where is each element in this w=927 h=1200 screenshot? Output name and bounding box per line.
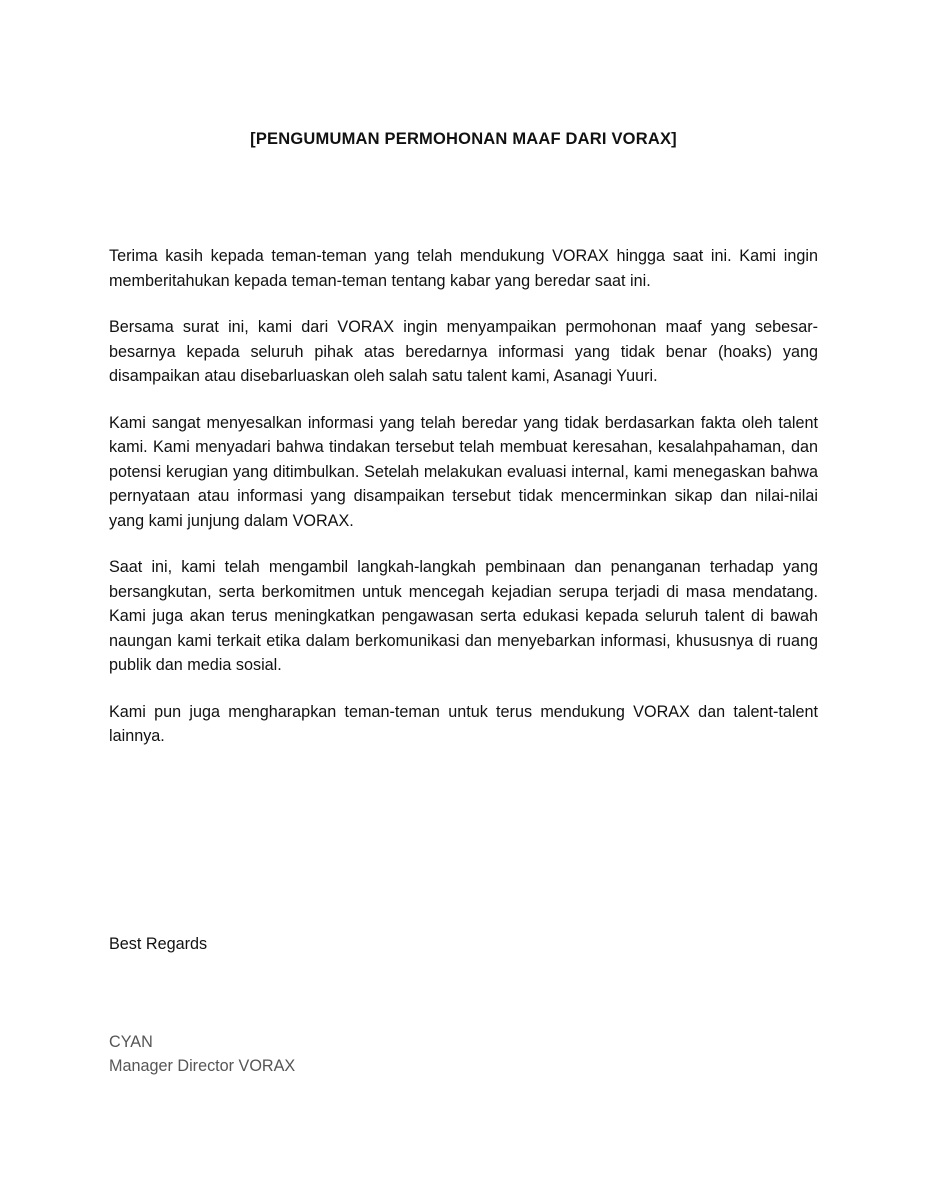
paragraph-thanks: Terima kasih kepada teman-teman yang telah mendukung VORAX hingga saat ini. Kami ingin memberitahukan kepada teman-teman tentang kabar yang beredar saat ini. [109, 247, 818, 290]
paragraph-regret: Kami sangat menyesalkan informasi yang telah beredar yang tidak berdasarkan fakta oleh talent kami. Kami menyadari bahwa tindakan tersebut telah membuat keresahan, kesalahpahaman, dan potensi kerugian yang ditimbulkan. Setelah melakukan evaluasi internal, kami menegaskan bahwa pernyataan atau informasi yang disampaikan tersebut tidak mencerminkan sikap dan nilai-nilai yang kami junjung dalam VORAX. [109, 413, 818, 530]
announcement-body [109, 244, 818, 771]
paragraph-support: Kami pun juga mengharapkan teman-teman untuk terus mendukung VORAX dan talent-talent lainnya. [109, 702, 818, 745]
closing-regards: Best Regards [109, 935, 208, 953]
signatory-name: CYAN [109, 1033, 153, 1051]
announcement-title: [PENGUMUMAN PERMOHONAN MAAF DARI VORAX] [250, 130, 677, 148]
paragraph-apology: Bersama surat ini, kami dari VORAX ingin menyampaikan permohonan maaf yang sebesar-besarnya kepada seluruh pihak atas beredarnya informasi yang tidak benar (hoaks) yang disampaikan atau disebarluaskan oleh salah satu talent kami, Asanagi Yuuri. [109, 318, 818, 385]
paragraph-actions: Saat ini, kami telah mengambil langkah-langkah pembinaan dan penanganan terhadap yang bersangkutan, serta berkomitmen untuk mencegah kejadian serupa terjadi di masa mendatang. Kami juga akan terus meningkatkan pengawasan serta edukasi kepada seluruh talent di bawah naungan kami terkait etika dalam berkomunikasi dan menyebarkan informasi, khususnya di ruang publik dan media sosial. [109, 558, 818, 674]
signatory-role: Manager Director VORAX [109, 1057, 296, 1075]
signature-block [109, 1030, 295, 1078]
